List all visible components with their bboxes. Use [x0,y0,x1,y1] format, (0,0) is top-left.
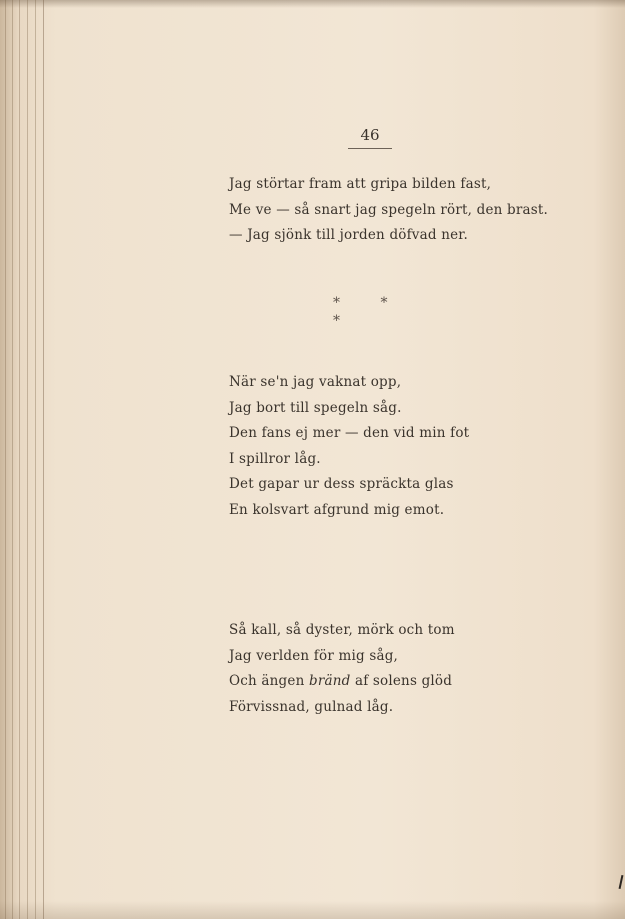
poem-line: Jag bort till spegeln såg. [229,399,402,416]
poem-line: När se'n jag vaknat opp, [229,374,402,390]
section-divider: * * * [333,295,406,329]
poem-line: — Jag sjönk till jorden döfvad ner. [229,227,468,243]
poem-line-start: Och ängen [229,673,309,689]
bottom-shadow [0,901,625,919]
poem-line: Jag störtar fram att gripa bilden fast, [229,176,492,192]
page-number: 46 [360,126,380,144]
page-edge [5,0,6,919]
poem-line: Me ve — så snart jag spegeln rört, den brast. [229,201,549,218]
poem-line: Den fans ej mer — den vid min fot [229,425,470,441]
page-number-rule [348,148,392,149]
page-edge [12,0,13,919]
stanza-2 [229,370,469,523]
page-edge [19,0,20,919]
poem-line: Förvissnad, gulnad låg. [229,698,394,715]
poem-line [229,669,455,695]
poem-line: En kolsvart afgrund mig emot. [229,501,445,518]
poem-line-end: af solens glöd [350,673,453,689]
page-edge [27,0,28,919]
page-edge [35,0,36,919]
book-page [43,0,625,919]
italic-word: bränd [308,673,351,689]
poem-line: Jag verlden för mig såg, [229,647,399,664]
poem-line: Så kall, så dyster, mörk och tom [229,622,455,638]
poem-line: I spillror låg. [229,450,321,467]
poem-line: Det gapar ur dess spräckta glas [229,476,454,492]
stanza-3 [229,618,455,720]
stanza-1 [229,172,548,249]
